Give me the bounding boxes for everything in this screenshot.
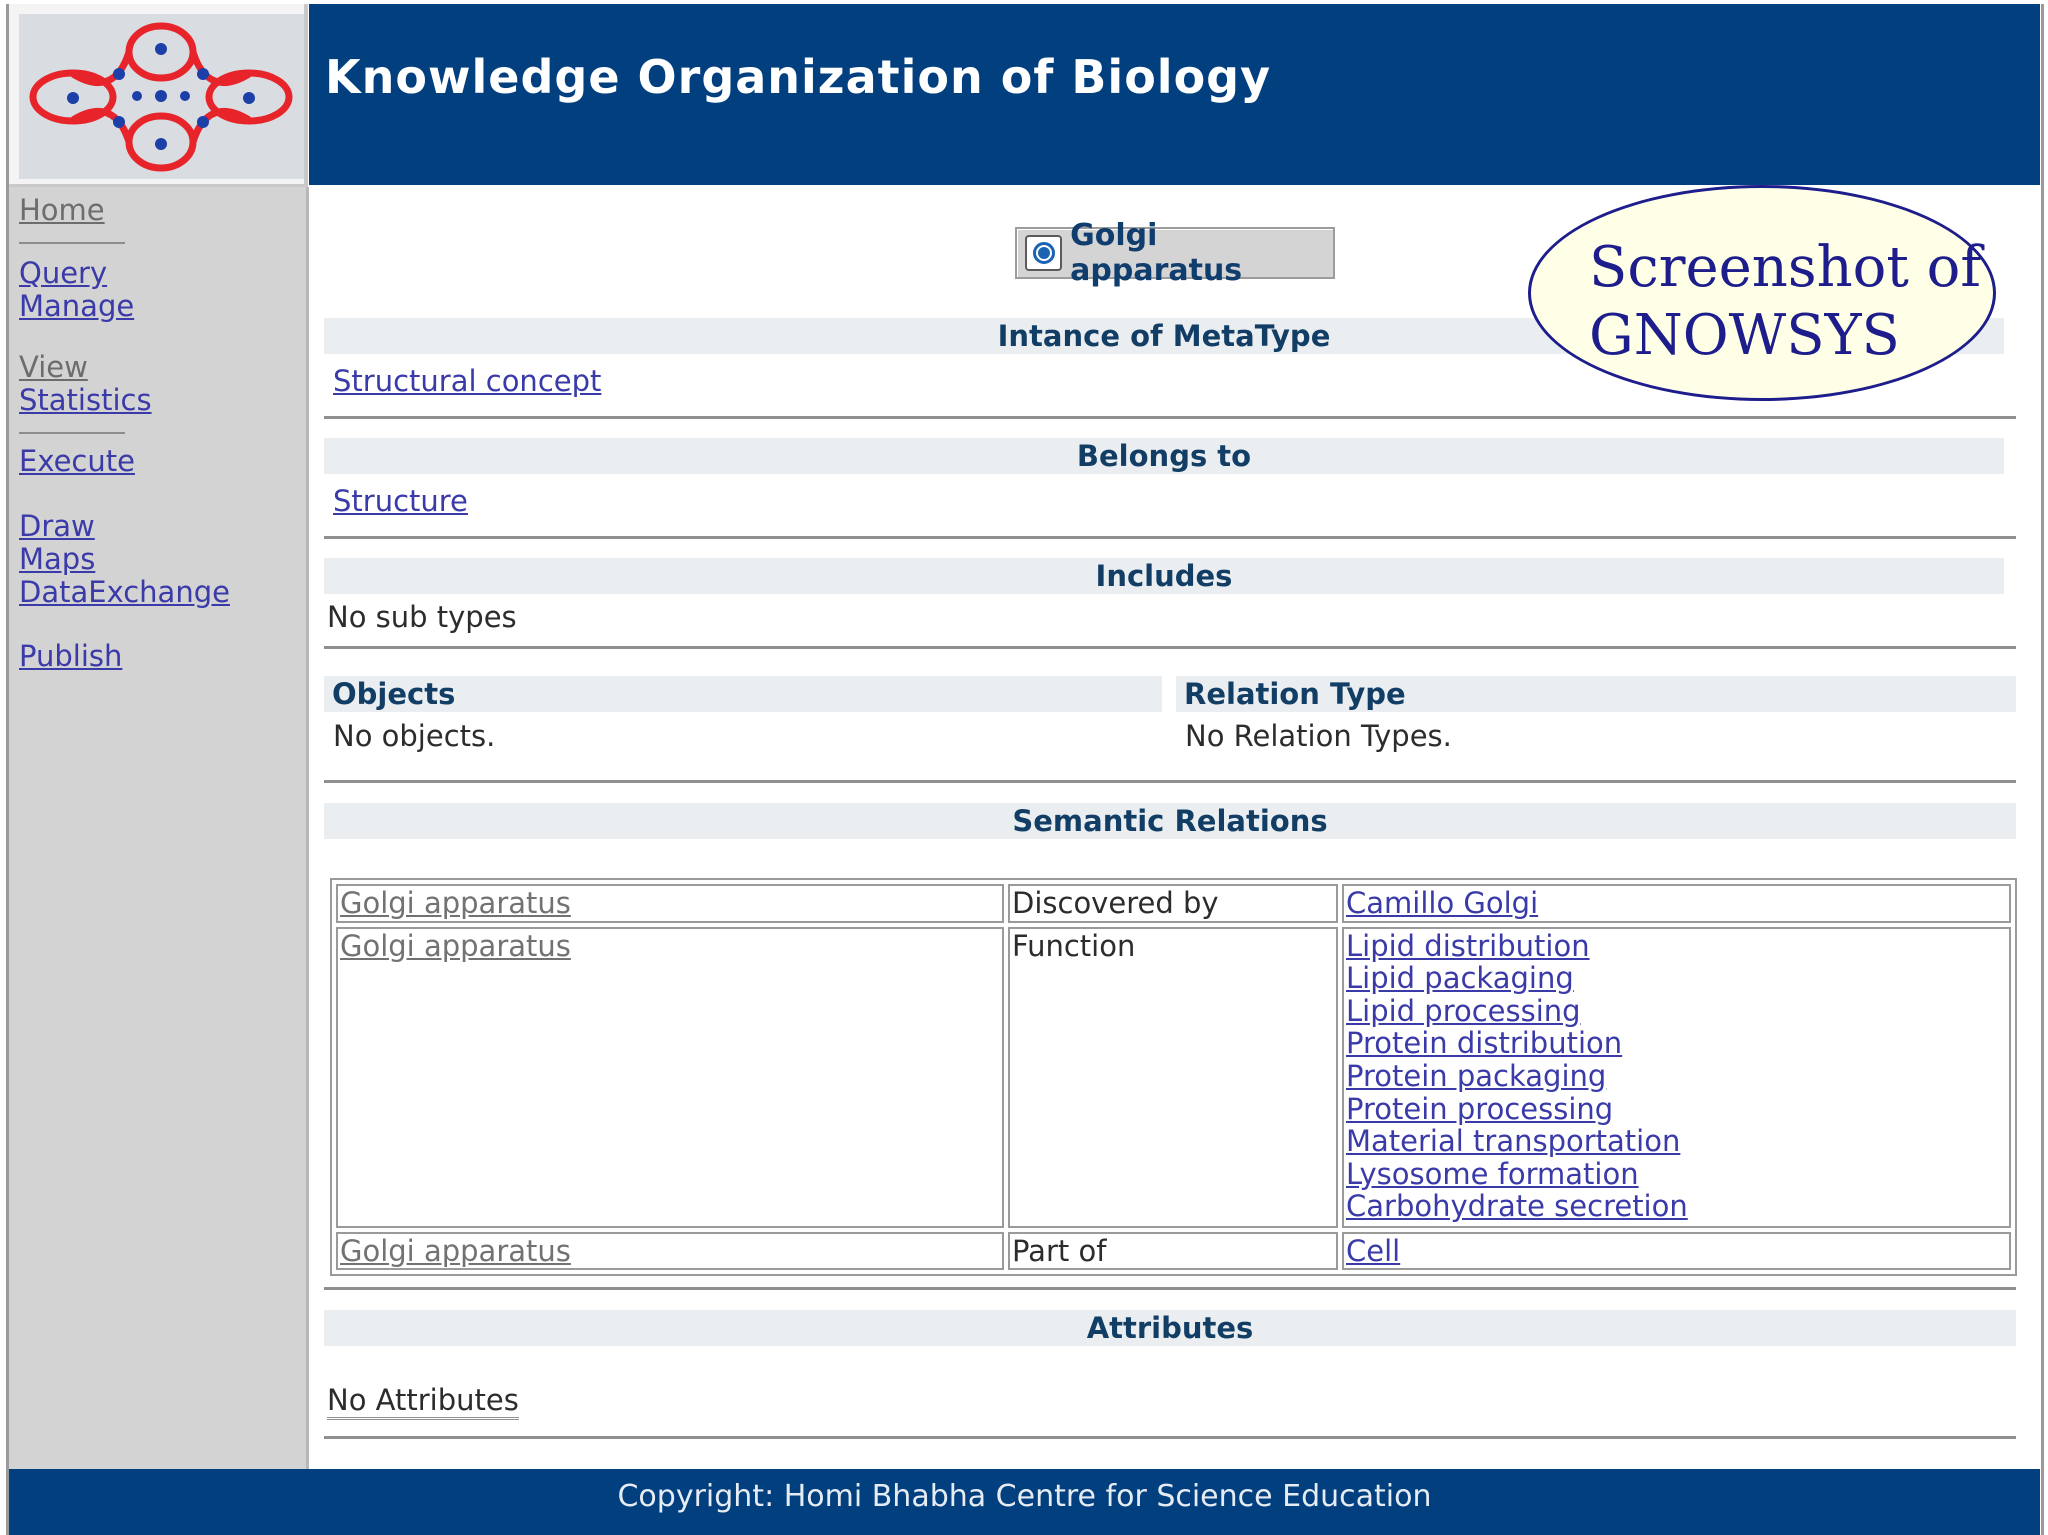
object-link[interactable]: Camillo Golgi xyxy=(1346,886,1539,920)
subject-link[interactable]: Golgi apparatus xyxy=(340,886,571,920)
concept-selector[interactable] xyxy=(1015,218,1335,288)
divider xyxy=(324,1436,2016,1439)
nav-divider xyxy=(19,432,125,434)
radio-selected-icon[interactable] xyxy=(1025,235,1062,271)
footer xyxy=(9,1469,2040,1535)
semantic-relations-table xyxy=(330,878,2017,1276)
site-title: Knowledge Organization of Biology xyxy=(325,50,1272,104)
belongs-to-link[interactable]: Structure xyxy=(333,484,468,518)
semantic-relations-heading: Semantic Relations xyxy=(324,803,2016,839)
logo-box xyxy=(9,4,308,187)
subject-link[interactable]: Golgi apparatus xyxy=(340,928,571,963)
object-link[interactable]: Lipid packaging xyxy=(1346,961,1574,996)
nav-statistics[interactable]: Statistics xyxy=(19,383,152,417)
object-link[interactable]: Carbohydrate secretion xyxy=(1346,1189,1688,1224)
relation-objects xyxy=(1342,927,2011,1228)
object-link[interactable]: Lysosome formation xyxy=(1346,1156,1639,1191)
object-link[interactable]: Material transportation xyxy=(1346,1124,1681,1159)
table-row xyxy=(336,1232,2011,1271)
nav-draw[interactable]: Draw xyxy=(19,509,95,543)
object-link[interactable]: Lipid processing xyxy=(1346,993,1581,1028)
table-row xyxy=(336,884,2011,923)
includes-heading: Includes xyxy=(324,558,2004,594)
nav-home[interactable]: Home xyxy=(19,193,105,227)
divider xyxy=(324,646,2016,649)
nav-publish[interactable]: Publish xyxy=(19,639,123,673)
relation-objects xyxy=(1342,884,2011,923)
table-row xyxy=(336,927,2011,1228)
concept-name: Golgi apparatus xyxy=(1070,218,1243,288)
callout-line-1: Screenshot of xyxy=(1589,235,1982,300)
belongs-to-heading: Belongs to xyxy=(324,438,2004,474)
nav-query[interactable]: Query xyxy=(19,256,108,290)
relation-subject xyxy=(336,884,1004,923)
object-link[interactable]: Cell xyxy=(1346,1233,1401,1268)
relation-subject xyxy=(336,1232,1004,1271)
attributes-value: No Attributes xyxy=(327,1383,519,1420)
callout-text xyxy=(1589,234,1981,370)
relation-type-value: No Relation Types. xyxy=(1185,719,1452,753)
includes-value: No sub types xyxy=(327,600,517,634)
relation-name: Function xyxy=(1008,927,1338,1228)
relation-name: Part of xyxy=(1008,1232,1338,1271)
object-link[interactable]: Lipid distribution xyxy=(1346,928,1590,963)
callout-line-2: GNOWSYS xyxy=(1589,303,1900,368)
divider xyxy=(324,1287,2016,1290)
object-link[interactable]: Protein packaging xyxy=(1346,1058,1607,1093)
object-link[interactable]: Protein distribution xyxy=(1346,1026,1623,1061)
nav-manage[interactable]: Manage xyxy=(19,289,135,323)
nav-maps[interactable]: Maps xyxy=(19,542,96,576)
header-bar xyxy=(309,4,2040,185)
nav-execute[interactable]: Execute xyxy=(19,444,135,478)
nav-dataexchange[interactable]: DataExchange xyxy=(19,575,230,609)
relation-subject xyxy=(336,927,1004,1228)
object-link[interactable]: Protein processing xyxy=(1346,1091,1614,1126)
knot-logo-icon xyxy=(19,14,304,179)
attributes-heading: Attributes xyxy=(324,1310,2016,1346)
nav-divider xyxy=(19,242,125,244)
divider xyxy=(324,780,2016,783)
divider xyxy=(324,416,2016,419)
sidebar-nav xyxy=(9,187,309,1469)
logo[interactable] xyxy=(19,14,304,179)
copyright-text: Copyright: Homi Bhabha Centre for Science Education xyxy=(617,1479,1432,1514)
objects-value: No objects. xyxy=(333,719,496,753)
divider xyxy=(324,536,2016,539)
objects-heading: Objects xyxy=(324,676,1162,712)
relation-type-heading: Relation Type xyxy=(1176,676,2016,712)
metatype-link[interactable]: Structural concept xyxy=(333,364,602,398)
relation-objects xyxy=(1342,1232,2011,1271)
relation-name: Discovered by xyxy=(1008,884,1338,923)
screenshot-callout xyxy=(1528,185,1996,401)
subject-link[interactable]: Golgi apparatus xyxy=(340,1233,571,1268)
metatype-heading: Intance of MetaType xyxy=(324,318,2004,354)
nav-view[interactable]: View xyxy=(19,350,88,384)
